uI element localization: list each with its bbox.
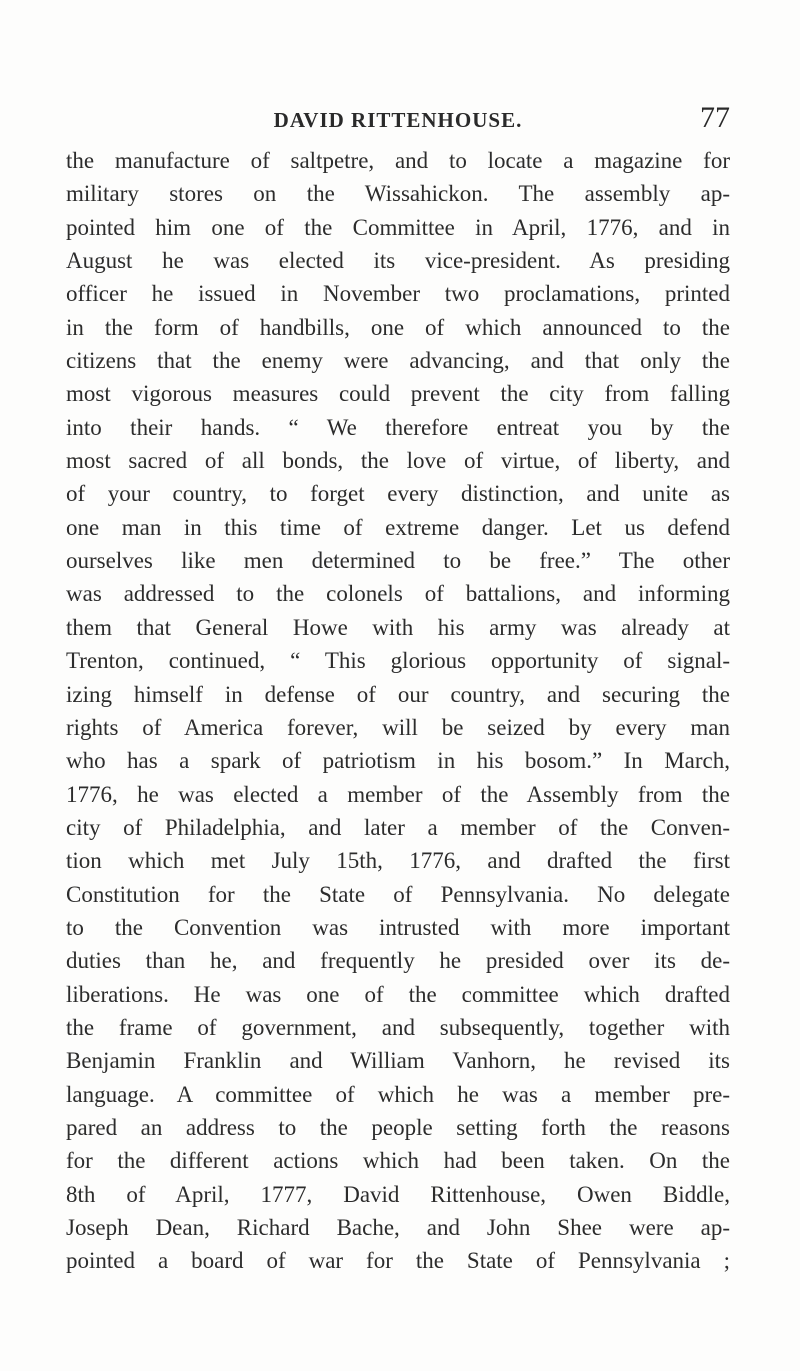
text-line: 1776, he was elected a member of the Assembly from the [66, 781, 730, 807]
text-line: pointed him one of the Committee in April, 1776, and in [66, 214, 730, 240]
text-line: was addressed to the colonels of battalions, and informing [66, 581, 730, 607]
text-line: Constitution for the State of Pennsylvania. No delegate [66, 881, 730, 907]
text-line: who has a spark of patriotism in his bosom.” In March, [66, 748, 730, 774]
running-head [66, 103, 730, 133]
text-line: izing himself in defense of our country, and securing the [66, 681, 730, 707]
text-line: pointed a board of war for the State of Pennsylvania ; [66, 1248, 730, 1274]
text-line: military stores on the Wissahickon. The assembly ap- [66, 181, 730, 207]
text-line: Trenton, continued, “ This glorious opportunity of signal- [66, 648, 730, 674]
text-line: the frame of government, and subsequently, together with [66, 1014, 730, 1040]
text-line: most vigorous measures could prevent the city from falling [66, 381, 730, 407]
text-line: August he was elected its vice-president. As presiding [66, 248, 730, 274]
text-line: officer he issued in November two proclamations, printed [66, 281, 730, 307]
text-line: Benjamin Franklin and William Vanhorn, he revised its [66, 1048, 730, 1074]
text-line: most sacred of all bonds, the love of virtue, of liberty, and [66, 448, 730, 474]
text-line: in the form of handbills, one of which announced to the [66, 314, 730, 340]
text-line: Joseph Dean, Richard Bache, and John Shee were ap- [66, 1215, 730, 1240]
text-line: for the different actions which had been taken. On the [66, 1148, 730, 1174]
text-line: ourselves like men determined to be free.” The other [66, 548, 730, 574]
body-paragraph [66, 144, 730, 1278]
text-line: them that General Howe with his army was already at [66, 614, 730, 640]
text-line: to the Convention was intrusted with more important [66, 914, 730, 940]
text-line: pared an address to the people setting forth the reasons [66, 1114, 730, 1140]
text-line: tion which met July 15th, 1776, and drafted the first [66, 848, 730, 874]
running-head-title: DAVID RITTENHOUSE. [273, 108, 523, 132]
text-line: rights of America forever, will be seized by every man [66, 714, 730, 740]
text-line: of your country, to forget every distinction, and unite as [66, 481, 730, 507]
text-line: the manufacture of saltpetre, and to locate a magazine for [66, 148, 730, 173]
text-line: duties than he, and frequently he presided over its de- [66, 948, 730, 974]
text-line: language. A committee of which he was a member pre- [66, 1081, 730, 1107]
text-line: into their hands. “ We therefore entreat you by the [66, 414, 730, 440]
page-number: 77 [700, 101, 730, 134]
text-line: liberations. He was one of the committee which drafted [66, 981, 730, 1007]
text-line: 8th of April, 1777, David Rittenhouse, Owen Biddle, [66, 1181, 730, 1207]
text-line: one man in this time of extreme danger. Let us defend [66, 514, 730, 540]
text-line: citizens that the enemy were advancing, and that only the [66, 348, 730, 374]
text-line: city of Philadelphia, and later a member of the Conven- [66, 814, 730, 840]
